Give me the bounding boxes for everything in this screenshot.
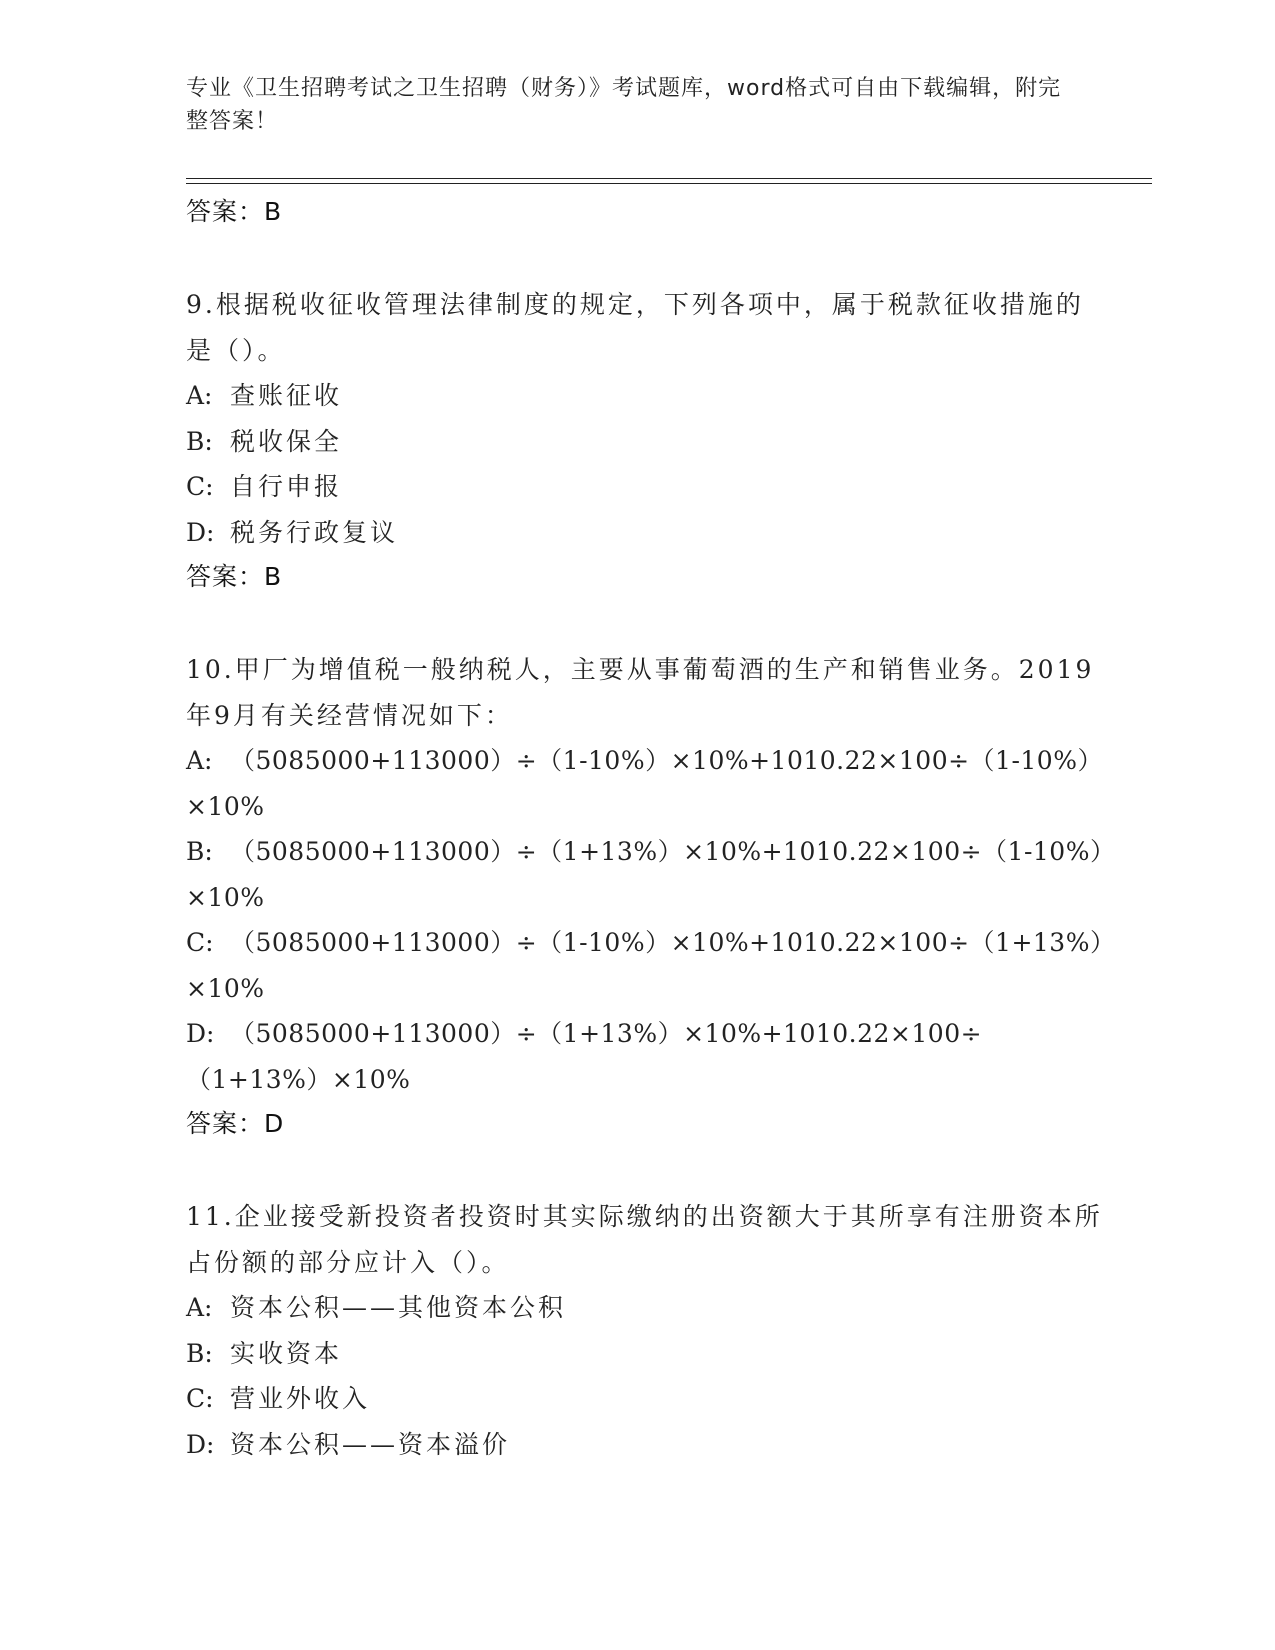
option-c bbox=[186, 1376, 1106, 1422]
option-label: D: bbox=[186, 517, 215, 547]
option-text: 资本公积——资本溢价 bbox=[230, 1429, 511, 1459]
header-divider bbox=[186, 178, 1152, 179]
option-label: C: bbox=[186, 928, 214, 957]
option-label: D: bbox=[186, 1429, 215, 1459]
option-d bbox=[186, 1011, 1106, 1102]
option-d bbox=[186, 510, 1106, 556]
option-label: B: bbox=[186, 426, 213, 456]
question-list bbox=[186, 190, 1106, 1467]
option-label: A: bbox=[186, 381, 213, 410]
header-text: 专业《卫生招聘考试之卫生招聘（财务）》考试题库，word格式可自由下载编辑，附完整答案！ bbox=[186, 76, 1062, 134]
option-text: 税收保全 bbox=[230, 426, 343, 456]
option-b bbox=[186, 1331, 1106, 1377]
option-text: （5085000+113000）÷（1+13%）×10%+1010.22×100÷（1-10%）×10% bbox=[186, 837, 1103, 912]
answer-line: 答案：D bbox=[186, 1109, 285, 1138]
header-divider-secondary bbox=[186, 183, 1152, 184]
option-text: 自行申报 bbox=[230, 472, 343, 501]
question-stem: 11.企业接受新投资者投资时其实际缴纳的出资额大于其所享有注册资本所占份额的部分应计入（）。 bbox=[186, 1202, 1103, 1277]
option-text: 税务行政复议 bbox=[230, 517, 399, 547]
option-c bbox=[186, 464, 1106, 510]
question-9 bbox=[186, 282, 1106, 599]
option-label: C: bbox=[186, 1384, 214, 1413]
option-a bbox=[186, 373, 1106, 419]
option-label: C: bbox=[186, 472, 214, 501]
option-text: 资本公积——其他资本公积 bbox=[230, 1293, 567, 1322]
option-b bbox=[186, 419, 1106, 465]
option-text: 营业外收入 bbox=[230, 1384, 371, 1413]
question-stem: 10.甲厂为增值税一般纳税人，主要从事葡萄酒的生产和销售业务。2019年9月有关经营情况如下： bbox=[186, 655, 1095, 730]
option-d bbox=[186, 1422, 1106, 1468]
question-10 bbox=[186, 647, 1106, 1146]
option-a bbox=[186, 738, 1106, 829]
option-text: （5085000+113000）÷（1+13%）×10%+1010.22×100÷（1+13%）×10% bbox=[186, 1019, 983, 1094]
option-label: B: bbox=[186, 837, 213, 866]
question-stem: 9.根据税收征收管理法律制度的规定，下列各项中，属于税款征收措施的是（）。 bbox=[186, 290, 1084, 365]
option-label: A: bbox=[186, 1293, 213, 1322]
option-c bbox=[186, 920, 1106, 1011]
answer-line: 答案：B bbox=[186, 562, 283, 591]
option-label: A: bbox=[186, 746, 213, 775]
option-text: 实收资本 bbox=[230, 1338, 343, 1368]
option-a bbox=[186, 1285, 1106, 1331]
document-header bbox=[186, 72, 1066, 138]
question-11 bbox=[186, 1194, 1106, 1467]
option-text: （5085000+113000）÷（1-10%）×10%+1010.22×100÷（1+13%）×10% bbox=[186, 928, 1103, 1003]
option-text: （5085000+113000）÷（1-10%）×10%+1010.22×100÷（1-10%）×10% bbox=[186, 746, 1103, 821]
option-label: B: bbox=[186, 1338, 213, 1368]
option-b bbox=[186, 829, 1106, 920]
previous-answer: 答案：B bbox=[186, 197, 283, 226]
option-label: D: bbox=[186, 1019, 215, 1048]
option-text: 查账征收 bbox=[230, 381, 343, 410]
